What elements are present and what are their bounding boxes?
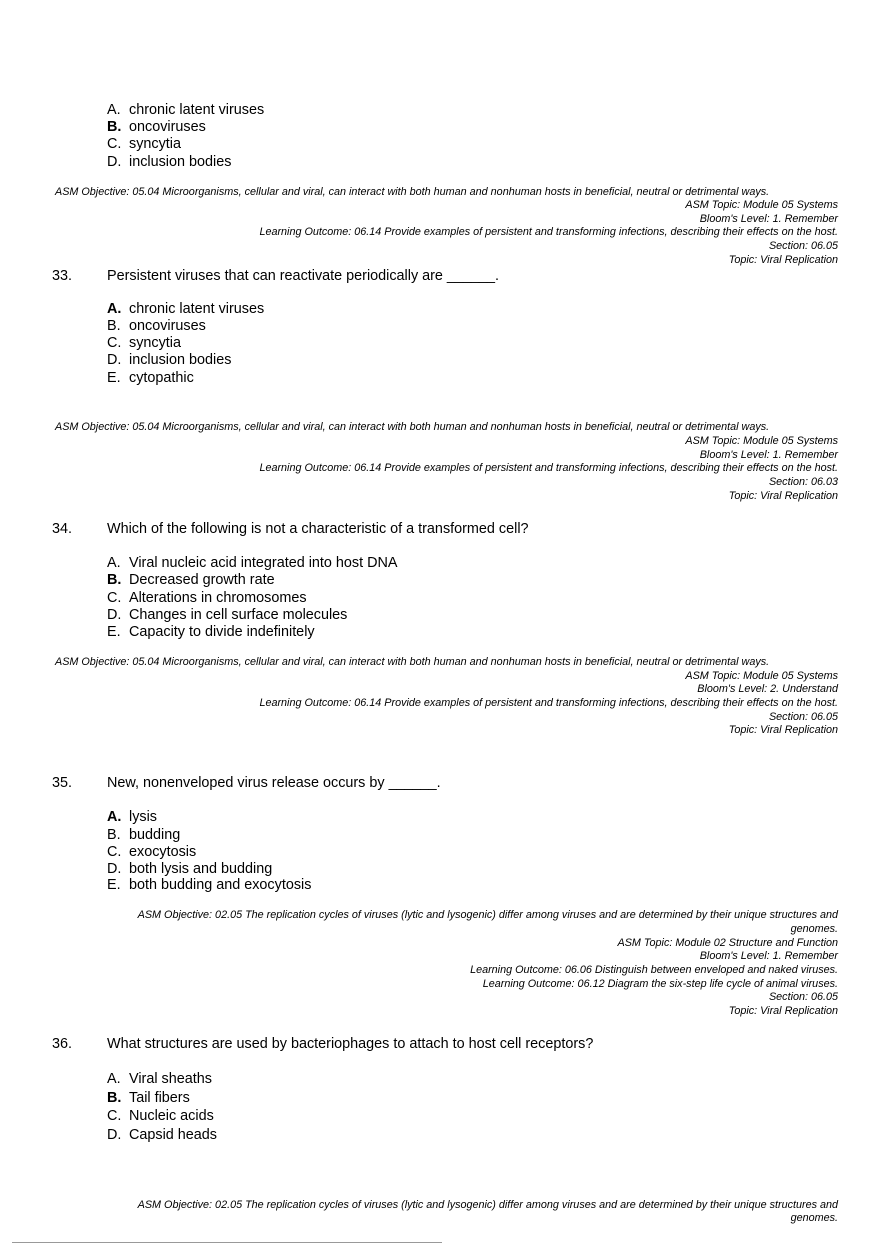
q33-section: Section: 06.03	[768, 476, 838, 488]
q33-option-c: C. syncytia	[107, 335, 181, 351]
q34-asm-topic: ASM Topic: Module 05 Systems	[685, 670, 838, 682]
q34-asm-objective: ASM Objective: 05.04 Microorganisms, cellular and viral, can interact with both human and nonhuman hosts in beneficial, neutral or detrimental ways.	[55, 656, 770, 668]
q32-option-d: D. inclusion bodies	[107, 154, 232, 170]
q35-option-c: C. exocytosis	[107, 844, 197, 860]
q32-option-c: C. syncytia	[107, 136, 181, 152]
q35-topic: Topic: Viral Replication	[728, 1005, 838, 1017]
q36-option-c: C. Nucleic acids	[107, 1108, 214, 1124]
q36-option-b: B. Tail fibers	[107, 1090, 190, 1106]
q32-learning-outcome: Learning Outcome: 06.14 Provide examples of persistent and transforming infections, describing their effects on the host.	[259, 226, 838, 238]
q33-option-d: D. inclusion bodies	[107, 352, 232, 368]
q34-number: 34.	[52, 521, 73, 537]
q32-option-a: A. chronic latent viruses	[107, 102, 265, 118]
q34-option-b: B. Decreased growth rate	[107, 572, 275, 588]
q33-option-a: A. chronic latent viruses	[107, 301, 265, 317]
q34-topic: Topic: Viral Replication	[728, 724, 838, 736]
q34-option-d: D. Changes in cell surface molecules	[107, 607, 348, 623]
q36-question: What structures are used by bacteriophages to attach to host cell receptors?	[107, 1036, 594, 1052]
q35-option-b: B. budding	[107, 827, 181, 843]
q32-asm-topic: ASM Topic: Module 05 Systems	[685, 199, 838, 211]
q33-asm-objective: ASM Objective: 05.04 Microorganisms, cellular and viral, can interact with both human and nonhuman hosts in beneficial, neutral or detrimental ways.	[55, 421, 770, 433]
q33-asm-topic: ASM Topic: Module 05 Systems	[685, 435, 838, 447]
q36-option-a: A. Viral sheaths	[107, 1071, 212, 1087]
q35-number: 35.	[52, 775, 73, 791]
q33-question: Persistent viruses that can reactivate periodically are ______.	[107, 268, 499, 284]
q35-blooms-level: Bloom's Level: 1. Remember	[699, 950, 838, 962]
q36-option-d: D. Capsid heads	[107, 1127, 218, 1143]
q32-asm-objective: ASM Objective: 05.04 Microorganisms, cellular and viral, can interact with both human and nonhuman hosts in beneficial, neutral or detrimental ways.	[55, 186, 770, 198]
q33-learning-outcome: Learning Outcome: 06.14 Provide examples of persistent and transforming infections, describing their effects on the host.	[259, 462, 838, 474]
q33-blooms-level: Bloom's Level: 1. Remember	[699, 449, 838, 461]
q34-blooms-level: Bloom's Level: 2. Understand	[697, 683, 838, 695]
q34-learning-outcome: Learning Outcome: 06.14 Provide examples of persistent and transforming infections, describing their effects on the host.	[259, 697, 838, 709]
q35-asm-topic: ASM Topic: Module 02 Structure and Function	[617, 937, 838, 949]
q33-topic: Topic: Viral Replication	[728, 490, 838, 502]
q35-question: New, nonenveloped virus release occurs by ______.	[107, 775, 441, 791]
q34-option-c: C. Alterations in chromosomes	[107, 590, 307, 606]
q35-asm-objective-cont: genomes.	[790, 923, 838, 935]
q32-section: Section: 06.05	[768, 240, 838, 252]
q36-asm-objective: ASM Objective: 02.05 The replication cycles of viruses (lytic and lysogenic) differ among viruses and are determined by their unique structures and	[137, 1199, 838, 1211]
q35-learning-outcome-2: Learning Outcome: 06.12 Diagram the six-step life cycle of animal viruses.	[482, 978, 838, 990]
q35-option-d: D. both lysis and budding	[107, 861, 273, 877]
q35-section: Section: 06.05	[768, 991, 838, 1003]
q35-learning-outcome-1: Learning Outcome: 06.06 Distinguish between enveloped and naked viruses.	[470, 964, 838, 976]
q33-number: 33.	[52, 268, 73, 284]
q36-asm-objective-cont: genomes.	[790, 1212, 838, 1224]
q34-question: Which of the following is not a characteristic of a transformed cell?	[107, 521, 529, 537]
q32-option-b: B. oncoviruses	[107, 119, 206, 135]
q33-option-e: E. cytopathic	[107, 370, 194, 386]
q35-asm-objective: ASM Objective: 02.05 The replication cycles of viruses (lytic and lysogenic) differ among viruses and are determined by their unique structures and	[137, 909, 838, 921]
q32-blooms-level: Bloom's Level: 1. Remember	[699, 213, 838, 225]
q36-number: 36.	[52, 1036, 73, 1052]
q32-topic: Topic: Viral Replication	[728, 254, 838, 266]
footer-divider	[12, 1242, 442, 1243]
q35-option-e: E. both budding and exocytosis	[107, 877, 312, 893]
q35-option-a: A. lysis	[107, 809, 157, 825]
q34-option-e: E. Capacity to divide indefinitely	[107, 624, 315, 640]
q34-option-a: A. Viral nucleic acid integrated into host DNA	[107, 555, 398, 571]
q34-section: Section: 06.05	[768, 711, 838, 723]
q33-option-b: B. oncoviruses	[107, 318, 206, 334]
